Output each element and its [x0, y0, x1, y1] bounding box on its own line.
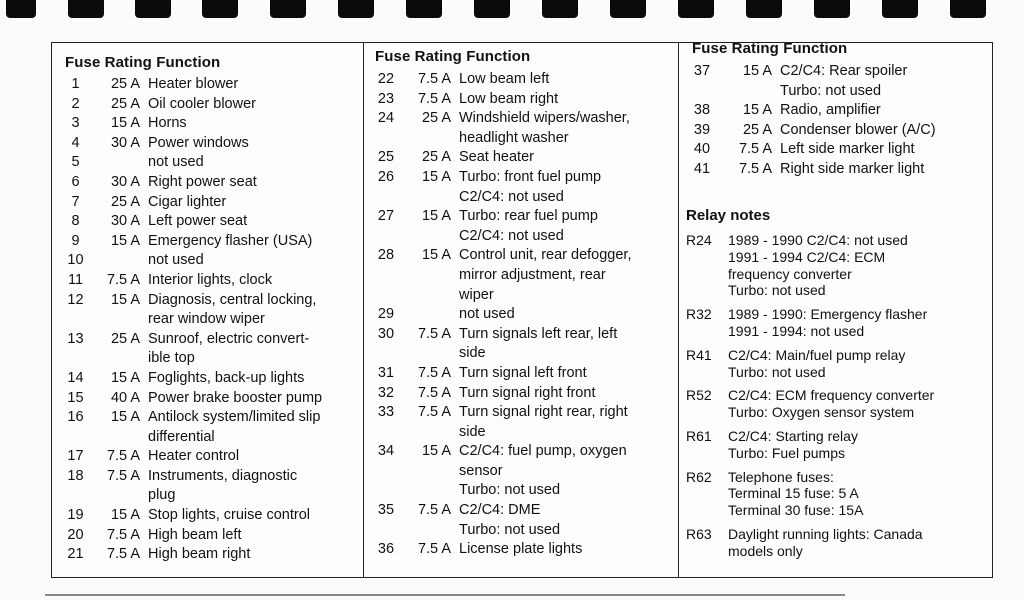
fuse-row [62, 447, 360, 467]
fuse-rating: 7.5 A [417, 404, 451, 421]
fuse-number: 9 [71, 232, 80, 249]
fuse-rating: 25 A [110, 76, 140, 92]
relay-code: R52 [686, 387, 712, 404]
fuse-row [371, 305, 675, 325]
fuse-row [371, 207, 675, 246]
fuse-number: 5 [71, 154, 80, 171]
fuse-list [371, 70, 675, 560]
fuse-number: 27 [377, 208, 395, 225]
fuse-number: 35 [377, 502, 395, 519]
fuse-row [62, 526, 360, 546]
fuse-function: Cigar lighter [148, 193, 227, 210]
fuse-row [62, 467, 360, 506]
fuse-number: 10 [67, 252, 84, 269]
fuse-function: Instruments, diagnostic plug [148, 467, 298, 504]
fuse-function: Low beam left [459, 71, 550, 87]
fuse-row [62, 389, 360, 409]
fuse-number: 33 [377, 404, 395, 421]
fuse-rating: 15 A [110, 369, 140, 386]
fuse-function: Oil cooler blower [148, 95, 256, 112]
fuse-function: Stop lights, cruise control [148, 507, 310, 524]
fuse-number: 29 [377, 306, 395, 323]
fuse-row [686, 62, 986, 101]
relay-description: C2/C4: ECM frequency converter Turbo: Oxygen sensor system [728, 387, 935, 421]
fuse-function: Control unit, rear defogger, mirror adjustment, rear wiper [459, 247, 632, 303]
relay-description: Telephone fuses: Terminal 15 fuse: 5 A Terminal 30 fuse: 15A [728, 468, 864, 519]
fuse-number: 39 [693, 121, 711, 138]
fuse-number: 24 [377, 110, 395, 127]
relay-code: R24 [686, 232, 712, 248]
fuse-row [371, 246, 675, 305]
fuse-rating: 25 A [110, 193, 140, 210]
relay-note [686, 232, 986, 299]
fuse-function: Power windows [148, 134, 249, 151]
fuse-rating: 25 A [421, 110, 451, 127]
fuse-rating: 15 A [110, 409, 140, 426]
fuse-function: Emergency flasher (USA) [148, 232, 313, 249]
fuse-number: 36 [377, 541, 395, 558]
fuse-rating: 25 A [742, 121, 772, 138]
relay-code: R62 [686, 468, 712, 485]
fuse-row [62, 369, 360, 389]
fuse-rating: 15 A [110, 115, 140, 132]
fuse-rating [401, 305, 459, 325]
fuse-number: 13 [67, 330, 84, 347]
relay-description: C2/C4: Main/fuel pump relay Turbo: not used [728, 346, 906, 380]
fuse-number: 16 [67, 409, 84, 426]
fuse-rating: 15 A [110, 507, 140, 524]
fuse-list [686, 62, 986, 180]
fuse-function: High beam right [148, 546, 251, 563]
fuse-function: not used [459, 306, 515, 323]
fuse-rating: 30 A [110, 213, 140, 230]
fuse-row [62, 271, 360, 291]
fuse-rating: 15 A [421, 208, 451, 225]
fuse-number: 19 [67, 507, 84, 524]
relay-notes-title: Relay notes [686, 207, 771, 224]
fuse-number: 7 [71, 193, 80, 210]
fuse-number: 22 [377, 71, 395, 87]
fuse-rating: 7.5 A [738, 141, 772, 158]
fuse-number: 11 [67, 271, 84, 288]
fuse-function: Foglights, back-up lights [148, 369, 305, 386]
fuse-rating: 25 A [421, 149, 451, 166]
fuse-rating: 7.5 A [417, 384, 451, 401]
fuse-rating: 7.5 A [417, 364, 451, 381]
fuse-row [686, 101, 986, 121]
fuse-number: 8 [71, 213, 80, 230]
fuse-function: License plate lights [459, 541, 583, 558]
fuse-number: 4 [71, 134, 80, 151]
fuse-row [62, 330, 360, 369]
column-header: Fuse Rating Function [65, 54, 221, 71]
fuse-column-3 [678, 40, 991, 577]
fuse-column-2 [363, 43, 679, 577]
fuse-rating: 7.5 A [106, 448, 140, 465]
fuse-row [686, 140, 986, 160]
fuse-function: High beam left [148, 526, 242, 543]
fuse-rating: 7.5 A [106, 526, 140, 543]
fuse-row [371, 384, 675, 404]
fuse-row [62, 232, 360, 252]
fuse-function: C2/C4: fuel pump, oxygen sensor Turbo: not used [459, 443, 627, 499]
fuse-number: 25 [377, 149, 395, 166]
fuse-list [62, 75, 360, 565]
fuse-number: 17 [67, 448, 84, 465]
fuse-row [62, 75, 360, 95]
relay-description: Daylight running lights: Canada models only [728, 525, 923, 559]
fuse-number: 32 [377, 384, 395, 401]
fuse-function: Radio, amplifier [780, 102, 881, 119]
fuse-row [371, 364, 675, 384]
fuse-function: Seat heater [459, 149, 534, 166]
fuse-function: Right side marker light [780, 160, 925, 177]
fuse-row [371, 148, 675, 168]
fuse-row [371, 403, 675, 442]
fuse-function: Antilock system/limited slip differential [148, 409, 321, 445]
fuse-rating: 7.5 A [738, 160, 772, 177]
fuse-number: 38 [693, 102, 711, 119]
fuse-rating: 7.5 A [417, 71, 451, 87]
fuse-rating: 7.5 A [106, 467, 140, 484]
fuse-table [51, 42, 993, 578]
fuse-rating: 15 A [110, 232, 140, 249]
fuse-function: Diagnosis, central locking, rear window wiper [148, 291, 317, 328]
fuse-number: 14 [67, 369, 84, 386]
relay-note [686, 387, 986, 421]
fuse-row [62, 506, 360, 526]
fuse-number: 20 [67, 526, 84, 543]
fuse-function: Heater blower [148, 76, 239, 92]
fuse-function: Interior lights, clock [148, 271, 273, 288]
fuse-function: Low beam right [459, 90, 559, 107]
fuse-number: 26 [377, 168, 395, 185]
spiral-binding [0, 0, 1024, 22]
fuse-function: Heater control [148, 448, 240, 465]
fuse-rating: 7.5 A [417, 502, 451, 519]
fuse-function: Left power seat [148, 213, 248, 230]
fuse-rating: 15 A [421, 443, 451, 460]
fuse-row [62, 291, 360, 330]
fuse-number: 12 [67, 291, 84, 308]
relay-notes-list [686, 232, 986, 567]
relay-code: R61 [686, 427, 712, 444]
fuse-function: Turn signal right rear, right side [459, 404, 628, 440]
fuse-number: 18 [67, 467, 84, 484]
relay-code: R41 [686, 346, 712, 363]
fuse-rating: 25 A [110, 330, 140, 347]
fuse-row [62, 408, 360, 447]
fuse-function: not used [148, 252, 204, 269]
fuse-row [62, 212, 360, 232]
fuse-rating: 25 A [110, 95, 140, 112]
fuse-rating: 7.5 A [106, 271, 140, 288]
fuse-rating: 30 A [110, 134, 140, 151]
fuse-number: 41 [693, 160, 711, 177]
fuse-number: 2 [71, 95, 80, 112]
column-header: Fuse Rating Function [692, 40, 848, 57]
fuse-row [62, 545, 360, 565]
fuse-row [371, 109, 675, 148]
fuse-rating: 15 A [742, 102, 772, 119]
fuse-number: 37 [693, 63, 711, 79]
fuse-row [371, 325, 675, 364]
relay-note [686, 526, 986, 560]
fuse-rating: 15 A [421, 247, 451, 264]
fuse-number: 34 [377, 443, 395, 460]
fuse-rating: 7.5 A [417, 325, 451, 342]
fuse-function: Windshield wipers/washer, headlight washer [459, 110, 630, 146]
fuse-row [62, 173, 360, 193]
fuse-row [371, 442, 675, 501]
fuse-function: Horns [148, 115, 187, 132]
fuse-function: C2/C4: Rear spoiler Turbo: not used [780, 63, 908, 99]
relay-description: C2/C4: Starting relay Turbo: Fuel pumps [728, 427, 858, 461]
fuse-function: not used [148, 154, 204, 171]
fuse-column-1 [52, 43, 364, 577]
relay-note [686, 469, 986, 519]
fuse-number: 40 [693, 141, 711, 158]
fuse-row [371, 90, 675, 110]
fuse-rating: 7.5 A [106, 546, 140, 563]
fuse-rating: 40 A [110, 389, 140, 406]
fuse-number: 31 [377, 364, 395, 381]
relay-description: 1989 - 1990: Emergency flasher 1991 - 1994: not used [728, 306, 928, 339]
fuse-number: 1 [71, 76, 80, 92]
fuse-row [62, 193, 360, 213]
fuse-function: C2/C4: DME Turbo: not used [459, 502, 561, 538]
relay-description: 1989 - 1990 C2/C4: not used 1991 - 1994 C2/C4: ECM frequency converter Turbo: not used [728, 232, 908, 299]
relay-note [686, 347, 986, 381]
fuse-rating: 30 A [110, 173, 140, 190]
fuse-number: 6 [71, 173, 80, 190]
fuse-rating [89, 153, 148, 173]
fuse-function: Condenser blower (A/C) [780, 121, 936, 138]
fuse-row [371, 168, 675, 207]
relay-note [686, 306, 986, 340]
fuse-rating: 15 A [110, 291, 140, 308]
fuse-number: 23 [377, 90, 395, 107]
fuse-number: 30 [377, 325, 395, 342]
relay-code: R32 [686, 306, 712, 323]
fuse-row [686, 121, 986, 141]
fuse-row [371, 540, 675, 560]
fuse-row [62, 134, 360, 154]
fuse-number: 3 [71, 115, 80, 132]
fuse-row [62, 153, 360, 173]
column-header: Fuse Rating Function [375, 48, 531, 65]
fuse-function: Turbo: front fuel pump C2/C4: not used [459, 168, 602, 205]
fuse-function: Turn signal left front [459, 364, 587, 381]
fuse-number: 21 [67, 546, 84, 563]
fuse-rating [89, 251, 148, 271]
fuse-rating: 15 A [421, 168, 451, 185]
fuse-function: Turbo: rear fuel pump C2/C4: not used [459, 208, 598, 244]
fuse-function: Turn signal right front [459, 384, 596, 401]
fuse-row [686, 160, 986, 180]
fuse-function: Power brake booster pump [148, 389, 323, 406]
fuse-row [371, 501, 675, 540]
fuse-rating: 7.5 A [417, 541, 451, 558]
fuse-function: Turn signals left rear, left side [459, 325, 618, 362]
fuse-function: Right power seat [148, 173, 257, 190]
fuse-row [62, 95, 360, 115]
relay-note [686, 428, 986, 462]
fuse-rating: 7.5 A [417, 90, 451, 107]
fuse-number: 28 [377, 247, 395, 264]
fuse-row [371, 70, 675, 90]
fuse-function: Left side marker light [780, 141, 915, 158]
fuse-function: Sunroof, electric convert- ible top [148, 330, 310, 367]
fuse-row [62, 114, 360, 134]
fuse-row [62, 251, 360, 271]
fuse-number: 15 [67, 389, 84, 406]
fuse-rating: 15 A [742, 63, 772, 79]
page-edge [45, 594, 845, 596]
relay-code: R63 [686, 525, 712, 542]
